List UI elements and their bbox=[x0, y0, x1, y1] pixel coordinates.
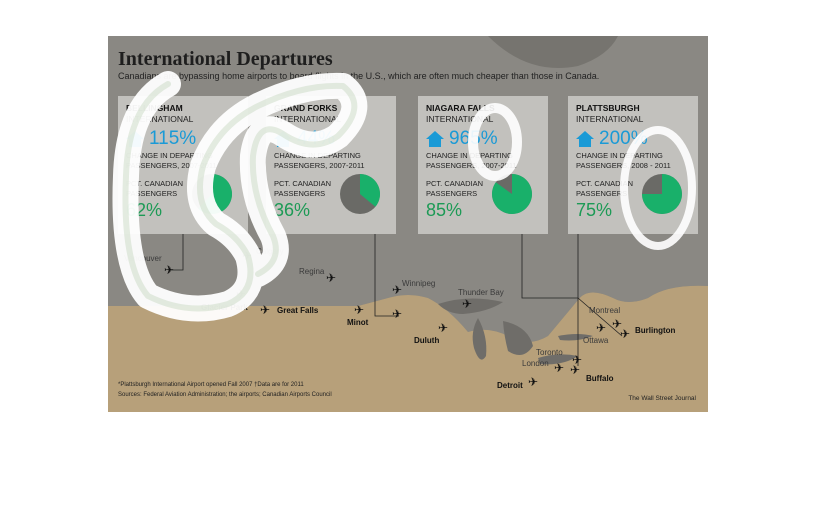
share-pie bbox=[338, 172, 382, 216]
airplane-icon: ✈ bbox=[462, 297, 473, 311]
airplane-icon: ✈ bbox=[438, 321, 449, 335]
airport-type: INTERNATIONAL bbox=[576, 114, 644, 124]
city-london: London bbox=[522, 359, 549, 368]
airplane-icon: ✈ bbox=[554, 361, 565, 375]
share-label: PCT. CANADIAN PASSENGERS bbox=[126, 179, 184, 198]
airport-name: BELLINGHAM bbox=[126, 103, 183, 113]
airplane-icon: ✈ bbox=[612, 317, 623, 331]
share-pie bbox=[190, 172, 234, 216]
airplane-icon: ✈ bbox=[570, 363, 581, 377]
airplane-icon: ✈ bbox=[260, 303, 271, 317]
airport-minot: Minot bbox=[347, 318, 369, 327]
airport-card-bellingham bbox=[118, 96, 248, 234]
airport-type: INTERNATIONAL bbox=[126, 114, 194, 124]
airplane-icon: ✈ bbox=[326, 271, 337, 285]
footnote: *Plattsburgh International Airport opened Fall 2007 †Data are for 2011 bbox=[118, 382, 304, 388]
city-regina: Regina bbox=[299, 267, 325, 276]
house-icon bbox=[426, 131, 444, 147]
airplane-icon: ✈ bbox=[596, 321, 607, 335]
chart-subtitle: Canadians are bypassing home airports to board flights in the U.S., which are often much cheaper than those in Canada. bbox=[118, 71, 600, 81]
airplane-icon: ✈ bbox=[392, 307, 403, 321]
airport-name: GRAND FORKS bbox=[274, 103, 338, 113]
house-icon bbox=[274, 131, 292, 147]
increase-value bbox=[126, 128, 196, 150]
increase-label: CHANGE IN DEPARTING PASSENGERS, 2007-2011 bbox=[426, 151, 517, 170]
increase-value bbox=[274, 128, 335, 150]
city-ottawa: Ottawa bbox=[583, 336, 609, 345]
airplane-icon: ✈ bbox=[528, 375, 539, 389]
city-calgary: Calgary bbox=[256, 247, 284, 256]
airport-duluth: Duluth bbox=[414, 336, 440, 345]
airplane-icon: ✈ bbox=[236, 287, 247, 301]
increase-label: CHANGE IN DEPARTING PASSENGERS, 2007-2011 bbox=[126, 151, 217, 170]
chart-title: International Departures bbox=[118, 48, 333, 70]
airport-name: NIAGARA FALLS bbox=[426, 103, 495, 113]
credit: The Wall Street Journal bbox=[628, 395, 696, 402]
airport-name: PLATTSBURGH bbox=[576, 103, 640, 113]
airport-card-niagara-falls bbox=[418, 96, 548, 234]
share-pie bbox=[490, 172, 534, 216]
airplane-icon: ✈ bbox=[572, 353, 583, 367]
share-value: 36% bbox=[274, 200, 311, 220]
increase-text: 965% bbox=[449, 128, 498, 149]
airplane-icon: ✈ bbox=[242, 249, 253, 263]
sources-note: Sources: Federal Aviation Administration; the airports; Canadian Airports Council bbox=[118, 392, 332, 398]
share-label: PCT. CANADIAN PASSENGERS bbox=[274, 179, 332, 198]
airplane-icon: ✈ bbox=[354, 303, 365, 317]
house-icon bbox=[126, 131, 144, 147]
airport-type: INTERNATIONAL bbox=[426, 114, 494, 124]
airplane-icon: ✈ bbox=[620, 327, 631, 341]
city-thunder-bay: Thunder Bay bbox=[458, 288, 504, 297]
airport-card-grand-forks bbox=[266, 96, 396, 234]
increase-text: 115% bbox=[149, 128, 197, 149]
airport-great-falls: Great Falls bbox=[277, 306, 319, 315]
airport-glacier-park: Glacier Park bbox=[201, 303, 248, 312]
airport-burlington: Burlington bbox=[635, 326, 676, 335]
increase-label: CHANGE IN DEPARTING PASSENGERS, 2008 - 2011 bbox=[576, 151, 671, 170]
airport-type: INTERNATIONAL bbox=[274, 114, 342, 124]
increase-value bbox=[576, 128, 648, 150]
city-montreal: Montreal bbox=[589, 306, 621, 315]
share-value: 85% bbox=[426, 200, 463, 220]
infographic bbox=[108, 36, 708, 412]
city-vancouver: Vancouver bbox=[124, 254, 162, 263]
airplane-icon: ✈ bbox=[392, 283, 403, 297]
airport-detroit: Detroit bbox=[497, 381, 523, 390]
airplane-icon: ✈ bbox=[164, 263, 175, 277]
share-value: 75% bbox=[576, 200, 613, 220]
increase-label: CHANGE IN DEPARTING PASSENGERS, 2007-2011 bbox=[274, 151, 365, 170]
house-icon bbox=[576, 131, 594, 147]
share-label: PCT. CANADIAN PASSENGERS bbox=[576, 179, 634, 198]
city-toronto: Toronto bbox=[536, 348, 563, 357]
increase-value bbox=[426, 128, 498, 150]
increase-text: 44% bbox=[297, 128, 336, 149]
airport-card-plattsburgh bbox=[568, 96, 698, 234]
increase-text: 200% bbox=[599, 128, 648, 149]
share-value: 62% bbox=[126, 200, 163, 220]
share-label: PCT. CANADIAN PASSENGERS bbox=[426, 179, 484, 198]
share-pie bbox=[640, 172, 684, 216]
airport-buffalo: Buffalo bbox=[586, 374, 614, 383]
city-winnipeg: Winnipeg bbox=[402, 279, 436, 288]
